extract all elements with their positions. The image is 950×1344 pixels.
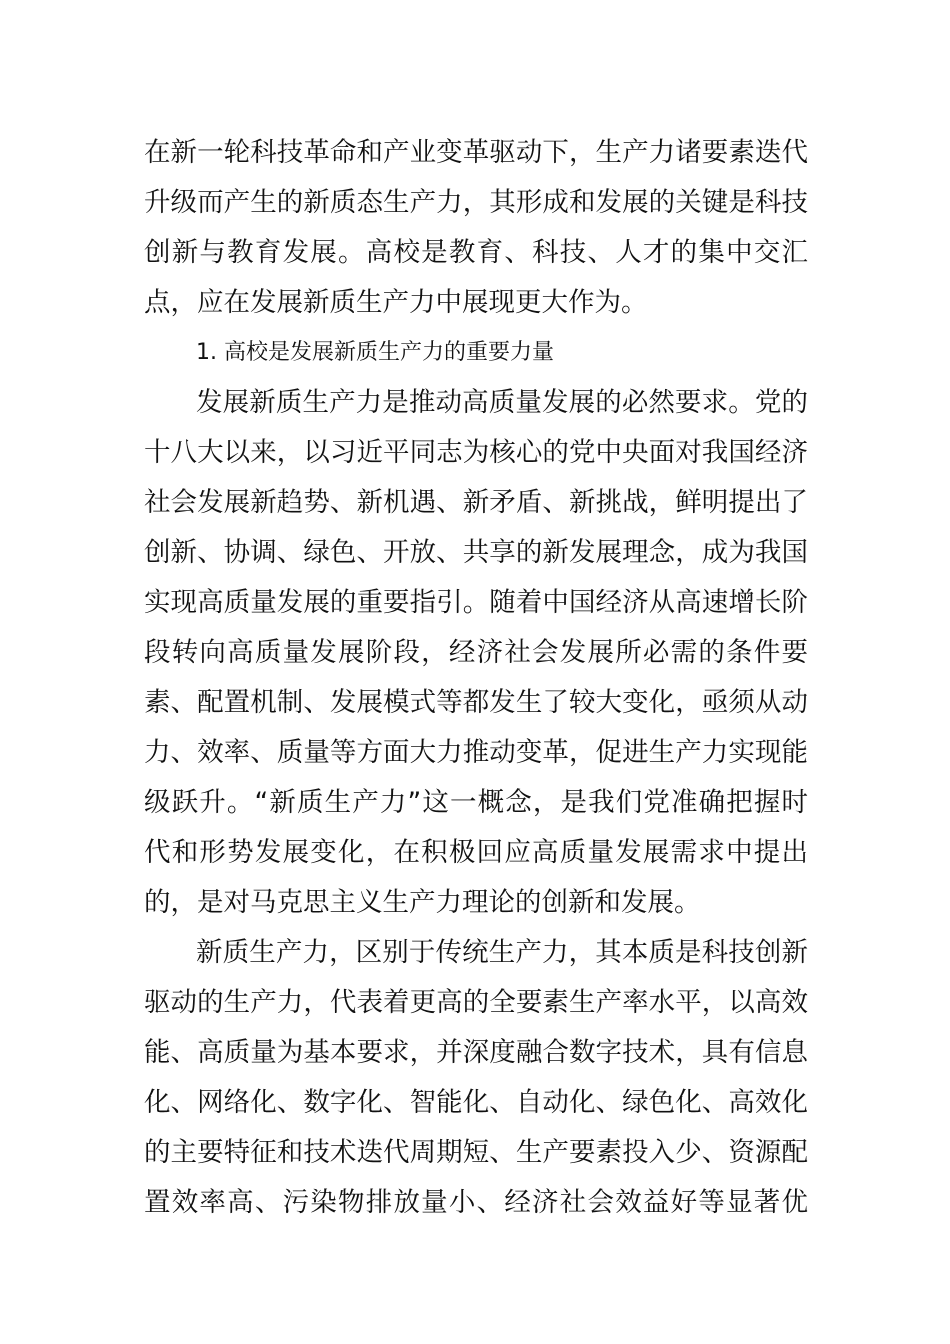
paragraph-1-line-5: 实现高质量发展的重要指引。随着中国经济从高速增长阶	[144, 587, 808, 618]
paragraph-1-line-1: 发展新质生产力是推动高质量发展的必然要求。党的	[196, 387, 808, 418]
paragraph-2	[144, 928, 808, 1228]
paragraph-1-line-3: 社会发展新趋势、新机遇、新矛盾、新挑战，鲜明提出了	[144, 487, 808, 518]
paragraph-2-line-5: 的主要特征和技术迭代周期短、生产要素投入少、资源配	[144, 1137, 808, 1168]
paragraph-2-line-6: 置效率高、污染物排放量小、经济社会效益好等显著优	[144, 1187, 808, 1218]
paragraph-1-line-8: 力、效率、质量等方面大力推动变革，促进生产力实现能	[144, 737, 808, 768]
paragraph-1-line-2: 十八大以来，以习近平同志为核心的党中央面对我国经济	[144, 437, 808, 468]
paragraph-1	[144, 378, 808, 928]
paragraph-1-line-10: 代和形势发展变化，在积极回应高质量发展需求中提出	[144, 837, 808, 868]
paragraph-2-line-2: 驱动的生产力，代表着更高的全要素生产率水平，以高效	[144, 987, 808, 1018]
intro-line-3: 创新与教育发展。高校是教育、科技、人才的集中交汇	[144, 237, 808, 268]
paragraph-1-line-4: 创新、协调、绿色、开放、共享的新发展理念，成为我国	[144, 537, 808, 568]
intro-line-2: 升级而产生的新质态生产力，其形成和发展的关键是科技	[144, 187, 808, 218]
intro-paragraph	[144, 128, 808, 328]
paragraph-1-line-6: 段转向高质量发展阶段，经济社会发展所必需的条件要	[144, 637, 808, 668]
paragraph-2-line-1: 新质生产力，区别于传统生产力，其本质是科技创新	[196, 937, 808, 968]
intro-line-4: 点，应在发展新质生产力中展现更大作为。	[144, 287, 648, 318]
paragraph-2-line-4: 化、网络化、数字化、智能化、自动化、绿色化、高效化	[144, 1087, 808, 1118]
paragraph-2-line-3: 能、高质量为基本要求，并深度融合数字技术，具有信息	[144, 1037, 808, 1068]
paragraph-1-line-7: 素、配置机制、发展模式等都发生了较大变化，亟须从动	[144, 687, 808, 718]
intro-line-1: 在新一轮科技革命和产业变革驱动下，生产力诸要素迭代	[144, 137, 808, 168]
paragraph-1-line-11: 的，是对马克思主义生产力理论的创新和发展。	[144, 887, 701, 918]
section-heading: 1. 高校是发展新质生产力的重要力量	[196, 340, 554, 365]
paragraph-1-line-9: 级跃升。“新质生产力”这一概念，是我们党准确把握时	[144, 787, 808, 818]
document-body	[144, 128, 808, 1228]
